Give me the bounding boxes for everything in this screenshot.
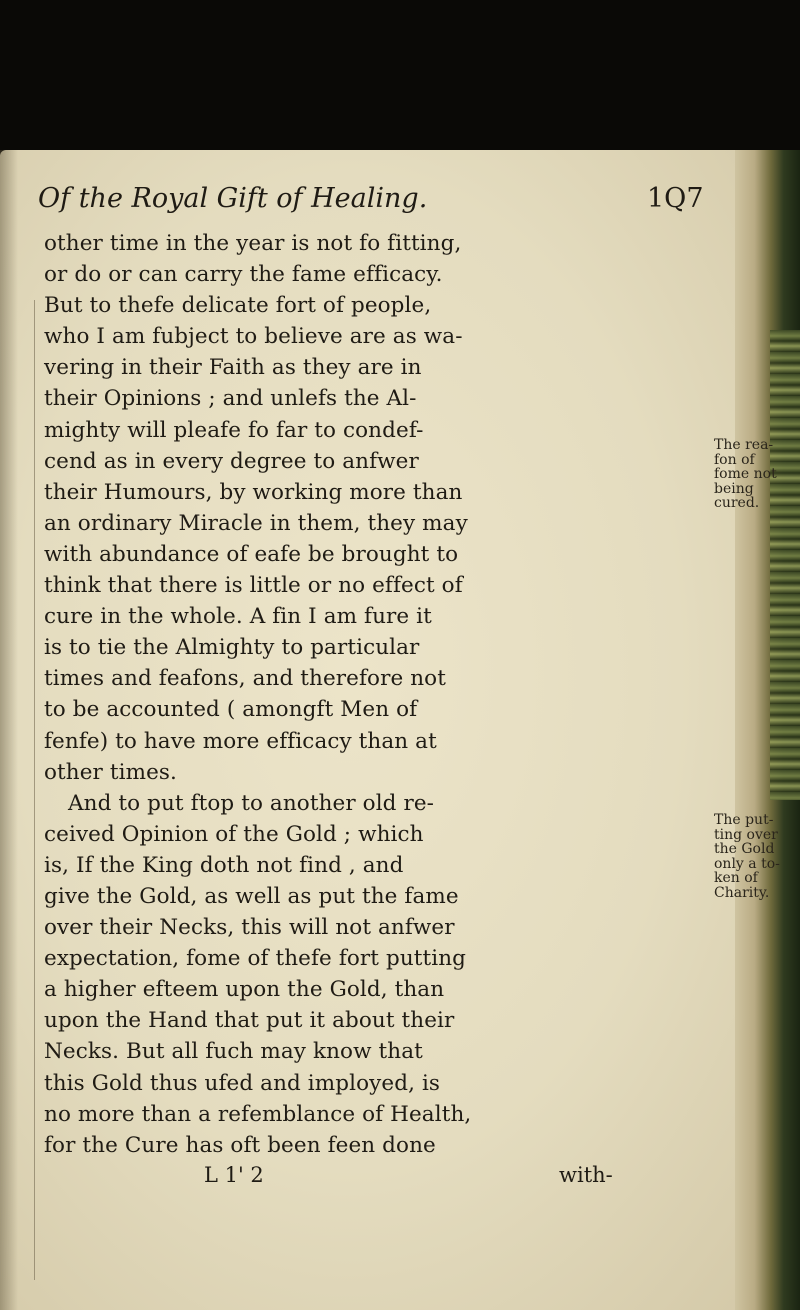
margin-note [714, 813, 780, 900]
text-line: this Gold thus ufed and imployed, is [44, 1070, 441, 1096]
text-line: cend as in every degree to anfwer [44, 448, 419, 474]
text-line: to be accounted ( amongft Men of [44, 697, 418, 723]
text-line: ceived Opinion of the Gold ; which [44, 821, 424, 847]
text-line: or do or can carry the fame efficacy. [44, 262, 443, 288]
margin-note-line: fome not [714, 466, 777, 482]
margin-note-line: ting over [714, 826, 778, 843]
text-line: Necks. But all fuch may know that [44, 1039, 423, 1065]
signature-mark: L 1' 2 [204, 1162, 264, 1187]
running-header [38, 183, 704, 228]
margin-note-line: The put- [714, 812, 774, 828]
text-line: no more than a refemblance of Health, [44, 1101, 472, 1127]
left-margin-rule [34, 300, 35, 1280]
margin-note-line: the Gold [714, 841, 775, 857]
text-line: vering in their Faith as they are in [44, 355, 422, 381]
margin-note-line: Charity. [714, 884, 770, 901]
margin-note [714, 438, 777, 511]
text-line: a higher efteem upon the Gold, than [44, 977, 445, 1003]
text-line: their Humours, by working more than [44, 479, 463, 505]
page-number: 1Q7 [647, 183, 704, 214]
text-line: times and feafons, and therefore not [44, 666, 446, 692]
margin-note-line: cured. [714, 495, 760, 511]
margin-note-line: being [714, 480, 754, 497]
text-line: But to thefe delicate fort of people, [44, 293, 432, 319]
text-line: other times. [44, 759, 177, 785]
body-text [44, 228, 684, 1161]
text-line: expectation, fome of thefe fort putting [44, 946, 467, 972]
running-title: Of the Royal Gift of Healing. [38, 183, 428, 214]
text-line: cure in the whole. A fin I am fure it [44, 604, 432, 630]
text-line: over their Necks, this will not anfwer [44, 915, 455, 941]
text-line: for the Cure has oft been feen done [44, 1132, 436, 1158]
catchline [44, 1161, 684, 1189]
catchword: with- [559, 1162, 613, 1187]
text-line: with abundance of eafe be brought to [44, 541, 459, 567]
margin-note-line: ken of [714, 870, 758, 886]
margin-note-line: only a to- [714, 855, 780, 872]
text-line: is to tie the Almighty to particular [44, 635, 420, 661]
margin-note-line: The rea- [714, 437, 774, 453]
margin-note-line: fon of [714, 451, 755, 468]
text-line: who I am fubject to believe are as wa- [44, 324, 463, 350]
text-line: fenfe) to have more efficacy than at [44, 728, 437, 754]
page-edge-texture [770, 330, 800, 800]
text-block [38, 183, 704, 1189]
text-line: And to put ftop to another old re- [68, 790, 435, 816]
text-line: their Opinions ; and unlefs the Al- [44, 386, 417, 412]
text-line: other time in the year is not fo fitting, [44, 231, 462, 256]
gutter-shadow [0, 150, 18, 1310]
text-line: upon the Hand that put it about their [44, 1008, 455, 1034]
text-line: mighty will pleafe fo far to condef- [44, 417, 424, 443]
text-line: give the Gold, as well as put the fame [44, 883, 459, 909]
text-line: think that there is little or no effect of [44, 573, 463, 599]
text-line: is, If the King doth not find , and [44, 852, 404, 878]
text-line: an ordinary Miracle in them, they may [44, 510, 468, 536]
